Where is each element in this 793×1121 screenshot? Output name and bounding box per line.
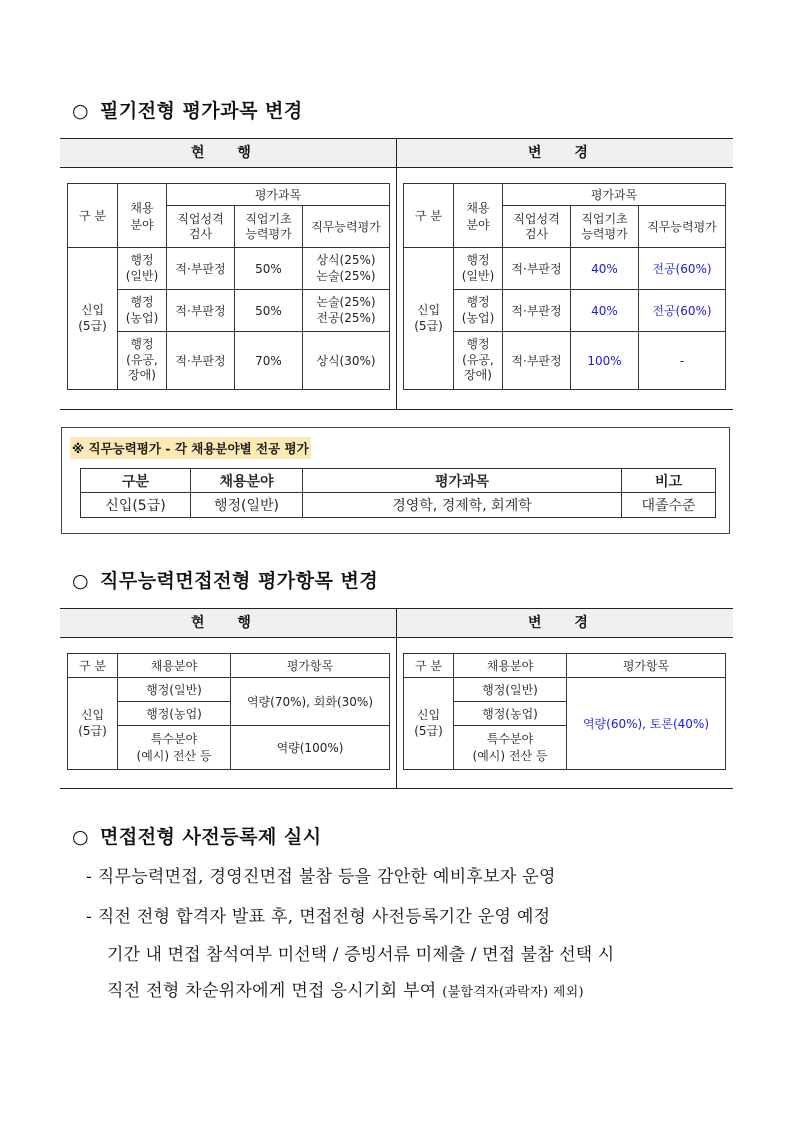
gubun-header: 구 분: [404, 654, 454, 678]
field-cell: 행정(농업): [454, 702, 567, 726]
rowgroup-cell: 신입 (5급): [404, 248, 454, 390]
aptitude-cell: 적·부판정: [503, 332, 571, 390]
body-line-4-suffix: (불합격자(과락자) 제외): [442, 985, 584, 1000]
field-cell: 행정 (유공, 장애): [118, 332, 167, 390]
basic-cell: 50%: [235, 290, 303, 332]
note-header-cell: 구분: [81, 469, 191, 493]
note-header-cell: 평가과목: [303, 469, 622, 493]
field-cell: 행정 (일반): [118, 248, 167, 290]
aptitude-cell: 적·부판정: [167, 332, 235, 390]
job-cell: 전공(60%): [639, 290, 726, 332]
basic-cell: 70%: [235, 332, 303, 390]
job-cell: 상식(25%) 논술(25%): [303, 248, 390, 290]
aptitude-header: 직업성격 검사: [503, 206, 571, 248]
field-cell: 행정 (농업): [454, 290, 503, 332]
items-cell: 역량(60%), 토론(40%): [567, 678, 726, 770]
job-header: 직무능력평가: [639, 206, 726, 248]
note-cell: 경영학, 경제학, 회계학: [303, 493, 622, 518]
rowgroup-cell: 신입 (5급): [68, 678, 118, 770]
basic-cell: 40%: [571, 248, 639, 290]
job-cell: 상식(30%): [303, 332, 390, 390]
field-cell: 행정(농업): [118, 702, 231, 726]
gubun-header: 구 분: [404, 184, 454, 248]
aptitude-cell: 적·부판정: [167, 248, 235, 290]
basic-cell: 50%: [235, 248, 303, 290]
bullet-icon: ○: [72, 826, 90, 848]
field-header: 채용분야: [118, 654, 231, 678]
job-header: 직무능력평가: [303, 206, 390, 248]
current-interview-table: [67, 653, 390, 770]
basic-cell: 100%: [571, 332, 639, 390]
note-box: [61, 427, 730, 534]
section1-frame: [60, 138, 733, 410]
section3-title: ○ 면접전형 사전등록제 실시: [72, 826, 322, 848]
field-header: 채용분야: [454, 654, 567, 678]
note-header-cell: 채용분야: [191, 469, 303, 493]
items-cell: 역량(70%), 회화(30%): [231, 678, 390, 726]
bullet-icon: ○: [72, 100, 90, 122]
note-table: [80, 468, 716, 518]
body-line-4: 직전 전형 차순위자에게 면접 응시기회 부여 (불합격자(과락자) 제외): [107, 981, 584, 1001]
aptitude-cell: 적·부판정: [167, 290, 235, 332]
current-label: 현 행: [191, 145, 265, 161]
changed-label: 변 경: [528, 615, 602, 631]
changed-interview-table: [403, 653, 726, 770]
basic-header: 직업기초 능력평가: [235, 206, 303, 248]
basic-cell: 40%: [571, 290, 639, 332]
body-line-1: - 직무능력면접, 경영진면접 불참 등을 감안한 예비후보자 운영: [86, 867, 556, 887]
field-cell: 행정 (일반): [454, 248, 503, 290]
job-cell: -: [639, 332, 726, 390]
section2-title: ○ 직무능력면접전형 평가항목 변경: [72, 570, 379, 592]
field-header: 채용 분야: [454, 184, 503, 248]
field-cell: 특수분야 (예시) 전산 등: [118, 726, 231, 770]
field-cell: 행정(일반): [454, 678, 567, 702]
field-cell: 특수분야 (예시) 전산 등: [454, 726, 567, 770]
field-cell: 행정 (유공, 장애): [454, 332, 503, 390]
aptitude-header: 직업성격 검사: [167, 206, 235, 248]
section1-title: ○ 필기전형 평가과목 변경: [72, 100, 303, 122]
items-header: 평가항목: [567, 654, 726, 678]
items-header: 평가항목: [231, 654, 390, 678]
body-line-3: 기간 내 면접 참석여부 미선택 / 증빙서류 미제출 / 면접 불참 선택 시: [107, 945, 615, 965]
field-cell: 행정(일반): [118, 678, 231, 702]
subjects-header: 평가과목: [503, 184, 726, 206]
gubun-header: 구 분: [68, 654, 118, 678]
note-title: ※ 직무능력평가 - 각 채용분야별 전공 평가: [70, 437, 311, 459]
rowgroup-cell: 신입 (5급): [68, 248, 118, 390]
note-cell: 행정(일반): [191, 493, 303, 518]
gubun-header: 구 분: [68, 184, 118, 248]
body-line-2: - 직전 전형 합격자 발표 후, 면접전형 사전등록기간 운영 예정: [86, 907, 551, 927]
items-cell: 역량(100%): [231, 726, 390, 770]
rowgroup-cell: 신입 (5급): [404, 678, 454, 770]
subjects-header: 평가과목: [167, 184, 390, 206]
note-header-cell: 비고: [622, 469, 716, 493]
job-cell: 논술(25%) 전공(25%): [303, 290, 390, 332]
changed-label: 변 경: [528, 145, 602, 161]
current-exam-table: [67, 183, 390, 390]
job-cell: 전공(60%): [639, 248, 726, 290]
aptitude-cell: 적·부판정: [503, 248, 571, 290]
current-label: 현 행: [191, 615, 265, 631]
section2-frame: [60, 608, 733, 789]
field-cell: 행정 (농업): [118, 290, 167, 332]
divider: [396, 609, 397, 788]
note-cell: 대졸수준: [622, 493, 716, 518]
field-header: 채용 분야: [118, 184, 167, 248]
basic-header: 직업기초 능력평가: [571, 206, 639, 248]
bullet-icon: ○: [72, 570, 90, 592]
aptitude-cell: 적·부판정: [503, 290, 571, 332]
divider: [396, 139, 397, 409]
changed-exam-table: [403, 183, 726, 390]
note-cell: 신입(5급): [81, 493, 191, 518]
